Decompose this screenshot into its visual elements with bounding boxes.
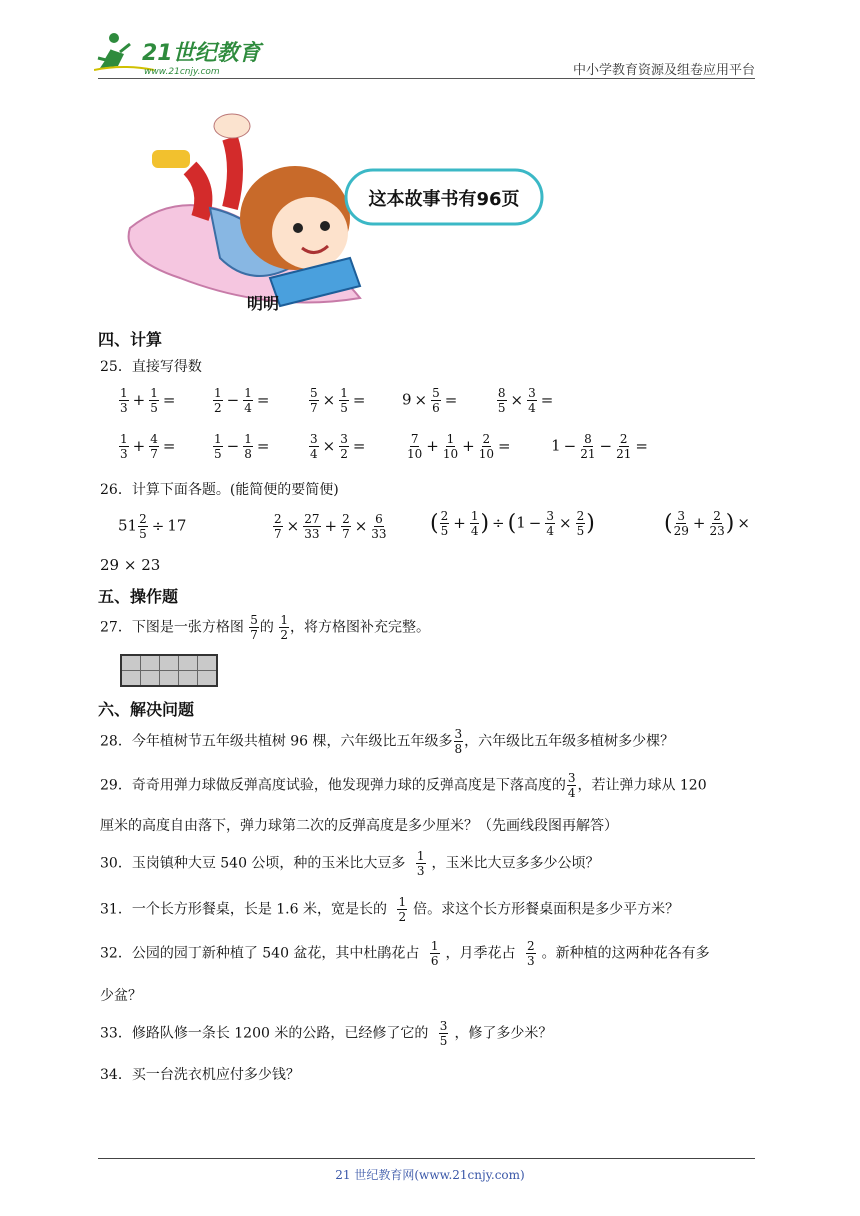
question-28: 28．今年植树节五年级共植树 96 棵，六年级比五年级多 $\frac{3}{8}$ ，六年级比五年级多植树多少棵？ [100,727,675,756]
q28-suffix: ，六年级比五年级多植树多少棵？ [464,733,675,750]
q29-prefix: 29．奇奇用弹力球做反弹高度试验，他发现弹力球的反弹高度是下落高度的 [100,777,566,794]
q30-suffix: ，玉米比大豆多多少公顷？ [431,855,600,872]
q25-row-2: $\frac{1}{3}$ + $\frac{4}{7}$ = $\frac{1}{5}$ − $\frac{1}{8}$ = $\frac{3}{4}$ × $\frac{3}{2}$ = $\frac{7}{10}$ + $\frac{1}{10}$ + $\frac{2}{10}$ = 1 − $\frac{8}{21}$ − $\frac{2}{21}$ = [120,432,648,461]
q32-mid: ，月季花占 [445,945,516,962]
q31-prefix: 31．一个长方形餐桌，长是 1.6 米，宽是长的 [100,901,387,918]
q32-suffix: 。新种植的这两种花各有多 [541,945,710,962]
site-logo [94,30,264,78]
illustration-caption: 明明 [246,294,280,313]
question-32: 32．公园的园丁新种植了 540 盆花，其中杜鹃花占 $\frac{1}{6}$ ，月季花占 $\frac{2}{3}$ 。新种植的这两种花各有多 [100,939,710,968]
q27-suffix: ，将方格图补充完整。 [290,619,431,636]
q26-expr-4: ( $\frac{3}{29}$ + $\frac{2}{23}$ ) × [664,509,750,538]
question-34: 34．买一台洗衣机应付多少钱？ [100,1067,300,1083]
question-29: 29．奇奇用弹力球做反弹高度试验，他发现弹力球的反弹高度是下落高度的 $\frac{3}{4}$ ，若让弹力球从 120 [100,771,707,800]
question-27: 27．下图是一张方格图 $\frac{5}{7}$ 的 $\frac{1}{2}$ ，将方格图补充完整。 [100,613,431,642]
footer-link[interactable]: 21 世纪教育网(www.21cnjy.com) [335,1168,525,1182]
q26-expr-3: ( $\frac{2}{5}$ + $\frac{1}{4}$ ) ÷ (1 − $\frac{3}{4}$ × $\frac{2}{5}$ ) [430,509,595,538]
header-divider [98,78,755,79]
section-6-title: 六、解决问题 [98,700,195,719]
footer-divider [98,1158,755,1159]
q26-expr-1: 51 $\frac{2}{5}$ ÷ 17 [118,512,187,541]
reading-boy-illustration [120,108,560,320]
speech-bubble-text: 这本故事书有96页 [368,189,520,210]
section-4-title: 四、计算 [98,330,163,349]
platform-name: 中小学教育资源及组卷应用平台 [572,63,755,78]
question-25: 25．直接写得数 [100,359,202,375]
q29-suffix: ，若让弹力球从 120 [577,777,707,794]
question-26: 26．计算下面各题。(能简便的要简便) [100,482,339,498]
question-31: 31．一个长方形餐桌，长是 1.6 米，宽是长的 $\frac{1}{2}$ 倍。求这个长方形餐桌面积是多少平方米？ [100,895,680,924]
question-30: 30．玉岗镇种大豆 540 公顷，种的玉米比大豆多 $\frac{1}{3}$ ，玉米比大豆多多少公顷？ [100,849,600,878]
q30-prefix: 30．玉岗镇种大豆 540 公顷，种的玉米比大豆多 [100,855,406,872]
q25-row-1: $\frac{1}{3}$ + $\frac{1}{5}$ = $\frac{1}{2}$ − $\frac{1}{4}$ = $\frac{5}{7}$ × $\frac{1}{5}$ = 9 × $\frac{5}{6}$ = $\frac{8}{5}$ × $\frac{3}{4}$ = [120,386,554,415]
q31-suffix: 倍。求这个长方形餐桌面积是多少平方米？ [413,901,680,918]
q33-prefix: 33．修路队修一条长 1200 米的公路，已经修了它的 [100,1025,429,1042]
q26-expr-2: $\frac{2}{7}$ × $\frac{27}{33}$ + $\frac{2}{7}$ × $\frac{6}{33}$ [274,512,387,541]
grid-figure [120,654,218,687]
q32-prefix: 32．公园的园丁新种植了 540 盆花，其中杜鹃花占 [100,945,420,962]
section-5-title: 五、操作题 [98,587,179,606]
logo-url: www.21cnjy.com [144,67,220,77]
q27-mid: 的 [259,619,274,636]
question-32-line-2: 少盆？ [100,988,142,1004]
question-33: 33．修路队修一条长 1200 米的公路，已经修了它的 $\frac{3}{5}$ ，修了多少米？ [100,1019,553,1048]
q33-suffix: ，修了多少米？ [454,1025,553,1042]
question-29-line-2: 厘米的高度自由落下，弹力球第二次的反弹高度是多少厘米？（先画线段图再解答） [100,818,618,834]
q28-prefix: 28．今年植树节五年级共植树 96 棵，六年级比五年级多 [100,733,453,750]
logo-text: 21世纪教育 [142,41,261,66]
q26-expr-4-tail: 29 × 23 [100,556,161,574]
q27-prefix: 27．下图是一张方格图 [100,619,244,636]
